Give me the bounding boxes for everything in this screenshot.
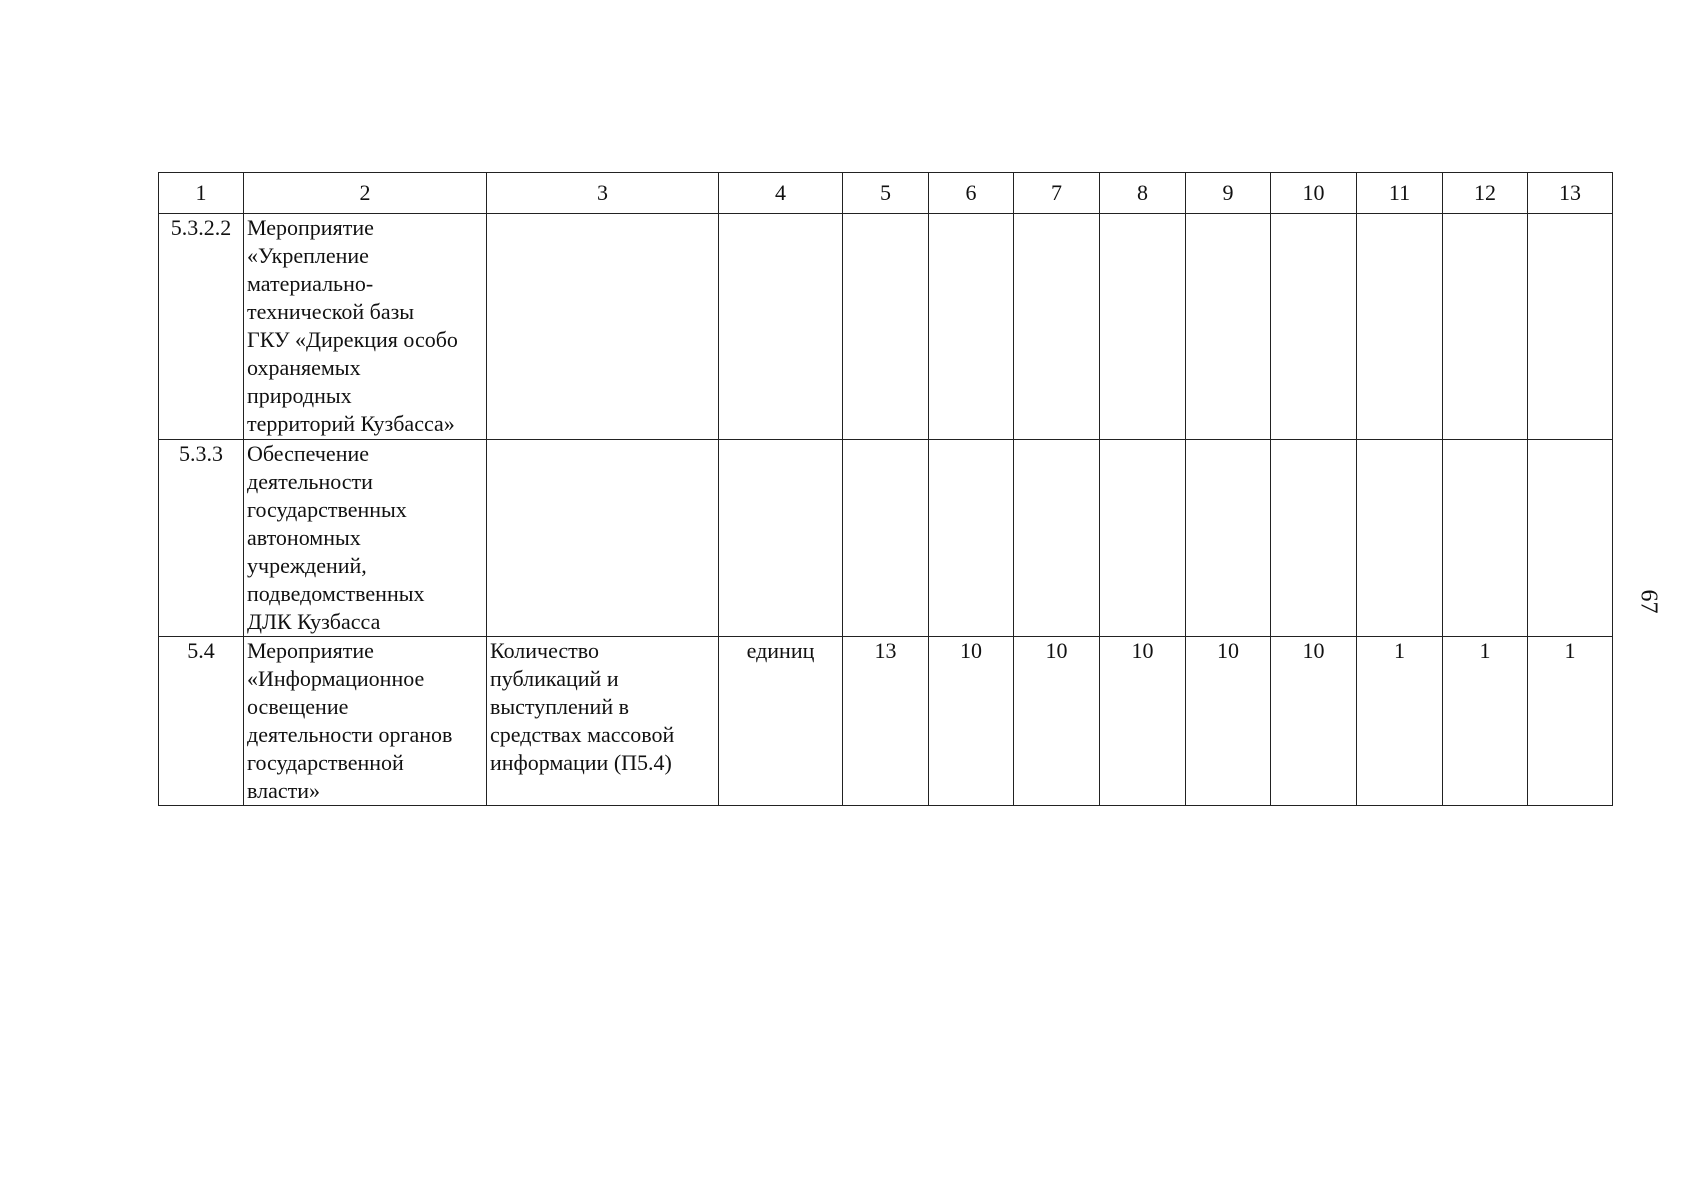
row-number: 5.4 <box>159 637 244 806</box>
row-value <box>1357 214 1443 440</box>
row-indicator: Количество публикаций и выступлений в средствах массовой информации (П5.4) <box>487 637 719 806</box>
row-number: 5.3.3 <box>159 440 244 637</box>
row-value <box>1357 440 1443 637</box>
row-name: Обеспечение деятельности государственных автономных учреждений, подведомственных ДЛК Кузбасса <box>244 440 487 637</box>
row-value: 13 <box>843 637 929 806</box>
column-header: 13 <box>1528 173 1613 214</box>
column-header: 1 <box>159 173 244 214</box>
row-value: 1 <box>1443 637 1528 806</box>
table-row <box>159 214 1613 440</box>
column-header: 2 <box>244 173 487 214</box>
column-header: 5 <box>843 173 929 214</box>
row-value <box>929 440 1014 637</box>
row-unit <box>719 214 843 440</box>
row-value <box>1100 440 1186 637</box>
row-value <box>1100 214 1186 440</box>
row-value: 1 <box>1528 637 1613 806</box>
row-value <box>1271 440 1357 637</box>
row-value <box>1443 440 1528 637</box>
row-value: 10 <box>1186 637 1271 806</box>
row-value <box>1186 440 1271 637</box>
row-indicator <box>487 440 719 637</box>
row-value <box>1528 214 1613 440</box>
row-value <box>843 214 929 440</box>
row-value <box>1014 214 1100 440</box>
column-header: 9 <box>1186 173 1271 214</box>
row-value: 10 <box>1100 637 1186 806</box>
row-value <box>1271 214 1357 440</box>
page-number: 67 <box>1635 589 1662 614</box>
row-value <box>1186 214 1271 440</box>
column-header: 7 <box>1014 173 1100 214</box>
row-unit: единиц <box>719 637 843 806</box>
column-header: 6 <box>929 173 1014 214</box>
row-value: 10 <box>929 637 1014 806</box>
row-value <box>1014 440 1100 637</box>
row-value: 1 <box>1357 637 1443 806</box>
column-header: 12 <box>1443 173 1528 214</box>
column-header: 3 <box>487 173 719 214</box>
column-header: 11 <box>1357 173 1443 214</box>
row-name: Мероприятие «Информационное освещение деятельности органов государственной власти» <box>244 637 487 806</box>
data-table <box>158 172 1613 806</box>
table-row <box>159 440 1613 637</box>
table-header-row <box>159 173 1613 214</box>
column-header: 8 <box>1100 173 1186 214</box>
row-value <box>843 440 929 637</box>
row-value <box>1528 440 1613 637</box>
row-value <box>1443 214 1528 440</box>
column-header: 4 <box>719 173 843 214</box>
row-unit <box>719 440 843 637</box>
row-value: 10 <box>1271 637 1357 806</box>
column-header: 10 <box>1271 173 1357 214</box>
row-number: 5.3.2.2 <box>159 214 244 440</box>
row-name: Мероприятие «Укрепление материально- технической базы ГКУ «Дирекция особо охраняемых природных территорий Кузбасса» <box>244 214 487 440</box>
row-value: 10 <box>1014 637 1100 806</box>
row-value <box>929 214 1014 440</box>
row-indicator <box>487 214 719 440</box>
table-row <box>159 637 1613 806</box>
